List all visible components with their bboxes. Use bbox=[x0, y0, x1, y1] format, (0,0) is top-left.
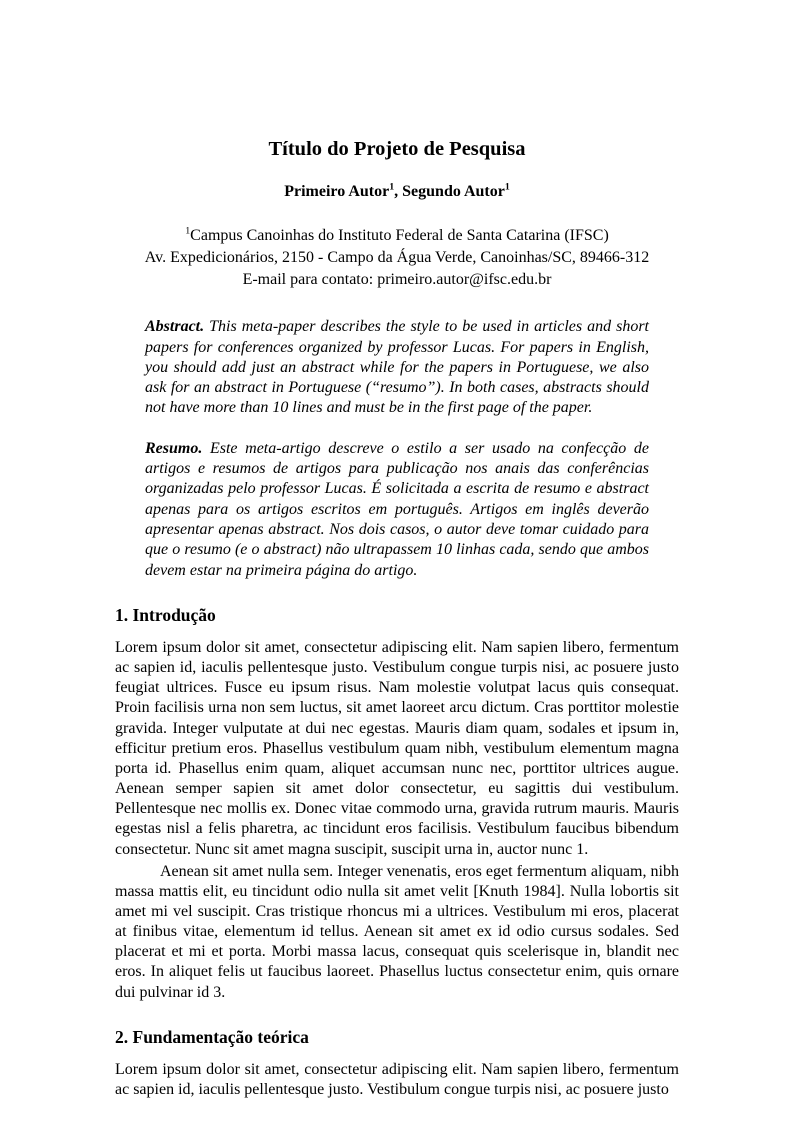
author-1-affiliation-mark: 1 bbox=[389, 181, 395, 193]
section-1-paragraph-1: Lorem ipsum dolor sit amet, consectetur adipiscing elit. Nam sapien libero, fermentum ac sapien id, iaculis pellentesque justo. Vestibulum congue turpis nisi, ac posuere justo feugiat ultrices. Fusce eu ipsum risus. Nam molestie volutpat lacus quis consequat. Proin facilisis urna non sem luctus, sit amet laoreet arcu dictum. Cras porttitor molestie gravida. Integer vulputate at dui nec egestas. Mauris diam quam, sodales et ipsum in, efficitur pretium eros. Phasellus vestibulum quam nibh, vestibulum elementum magna porta id. Phasellus enim quam, aliquet accumsan nunc nec, porttitor ultrices augue. Aenean semper sapien sit amet dolor consectetur, eu sagittis dui vestibulum. Pellentesque nec mollis ex. Donec vitae commodo urna, gravida rutrum mauris. Mauris egestas nisl a felis pharetra, ac tincidunt eros facilisis. Vestibulum faucibus bibendum consectetur. Nunc sit amet magna suscipit, suscipit urna in, auctor nunc 1. bbox=[115, 638, 679, 858]
author-1-name: Primeiro Autor bbox=[284, 183, 390, 200]
authors-line bbox=[115, 183, 679, 201]
abstract-text: This meta-paper describes the style to be used in articles and short papers for conferences organized by professor Lucas. For papers in English, you should add just an abstract while for the papers in Portuguese, we also ask for an abstract in Portuguese (“resumo”). In both cases, abstracts should not have more than 10 lines and must be in the first page of the paper. bbox=[145, 318, 650, 417]
author-2-affiliation-mark: 1 bbox=[504, 181, 510, 193]
resumo-label: Resumo. bbox=[145, 439, 203, 457]
affiliation-address-line: Av. Expedicionários, 2150 - Campo da Água Verde, Canoinhas/SC, 89466-312 bbox=[144, 249, 650, 267]
paper-title: Título do Projeto de Pesquisa bbox=[268, 138, 526, 160]
abstract-paragraph bbox=[145, 317, 649, 419]
section-2-heading: 2. Fundamentação teórica bbox=[115, 1026, 309, 1047]
section-2-paragraph-1: Lorem ipsum dolor sit amet, consectetur adipiscing elit. Nam sapien libero, fermentum ac sapien id, iaculis pellentesque justo. Vestibulum congue turpis nisi, ac posuere justo bbox=[115, 1060, 679, 1098]
contact-email-line: E-mail para contato: primeiro.autor@ifsc.edu.br bbox=[242, 271, 552, 289]
affiliation-institution: Campus Canoinhas do Instituto Federal de Santa Catarina (IFSC) bbox=[190, 227, 609, 244]
section-1-heading: 1. Introdução bbox=[115, 604, 216, 625]
abstract-label: Abstract. bbox=[145, 318, 205, 336]
section-1-paragraph-2: Aenean sit amet nulla sem. Integer venenatis, eros eget fermentum aliquam, nibh massa mattis elit, eu tincidunt odio nulla sit amet velit [Knuth 1984]. Nulla lobortis sit amet mi vel suscipit. Cras tristique rhoncus mi a ultrices. Vestibulum mi eros, placerat at finibus vitae, elementum id tellus. Aenean sit amet ex id odio cursus sodales. Sed placerat et mi et porta. Morbi massa lacus, consequat quis scelerisque in, blandit nec eros. In aliquet felis ut faucibus laoreet. Phasellus luctus consectetur enim, quis ornare dui pulvinar id 3. bbox=[115, 862, 679, 1001]
authors-separator: , bbox=[394, 183, 403, 200]
resumo-text: Este meta-artigo descreve o estilo a ser usado na confecção de artigos e resumos de artigos para publicação nos anais das conferências organizadas pelo professor Lucas. É solicitada a escrita de resumo e abstract apenas para os artigos escritos em português. Artigos em inglês deverão apresentar apenas abstract. Nos dois casos, o autor deve tomar cuidado para que o resumo (e o abstract) não ultrapassem 10 linhas cada, sendo que ambos devem estar na primeira página do artigo. bbox=[145, 439, 650, 579]
resumo-paragraph bbox=[145, 439, 649, 581]
affiliation-institution-line bbox=[115, 225, 679, 247]
affiliation-block bbox=[115, 225, 679, 291]
affiliation-mark: 1 bbox=[185, 225, 191, 237]
author-2-name: Segundo Autor bbox=[402, 183, 505, 200]
